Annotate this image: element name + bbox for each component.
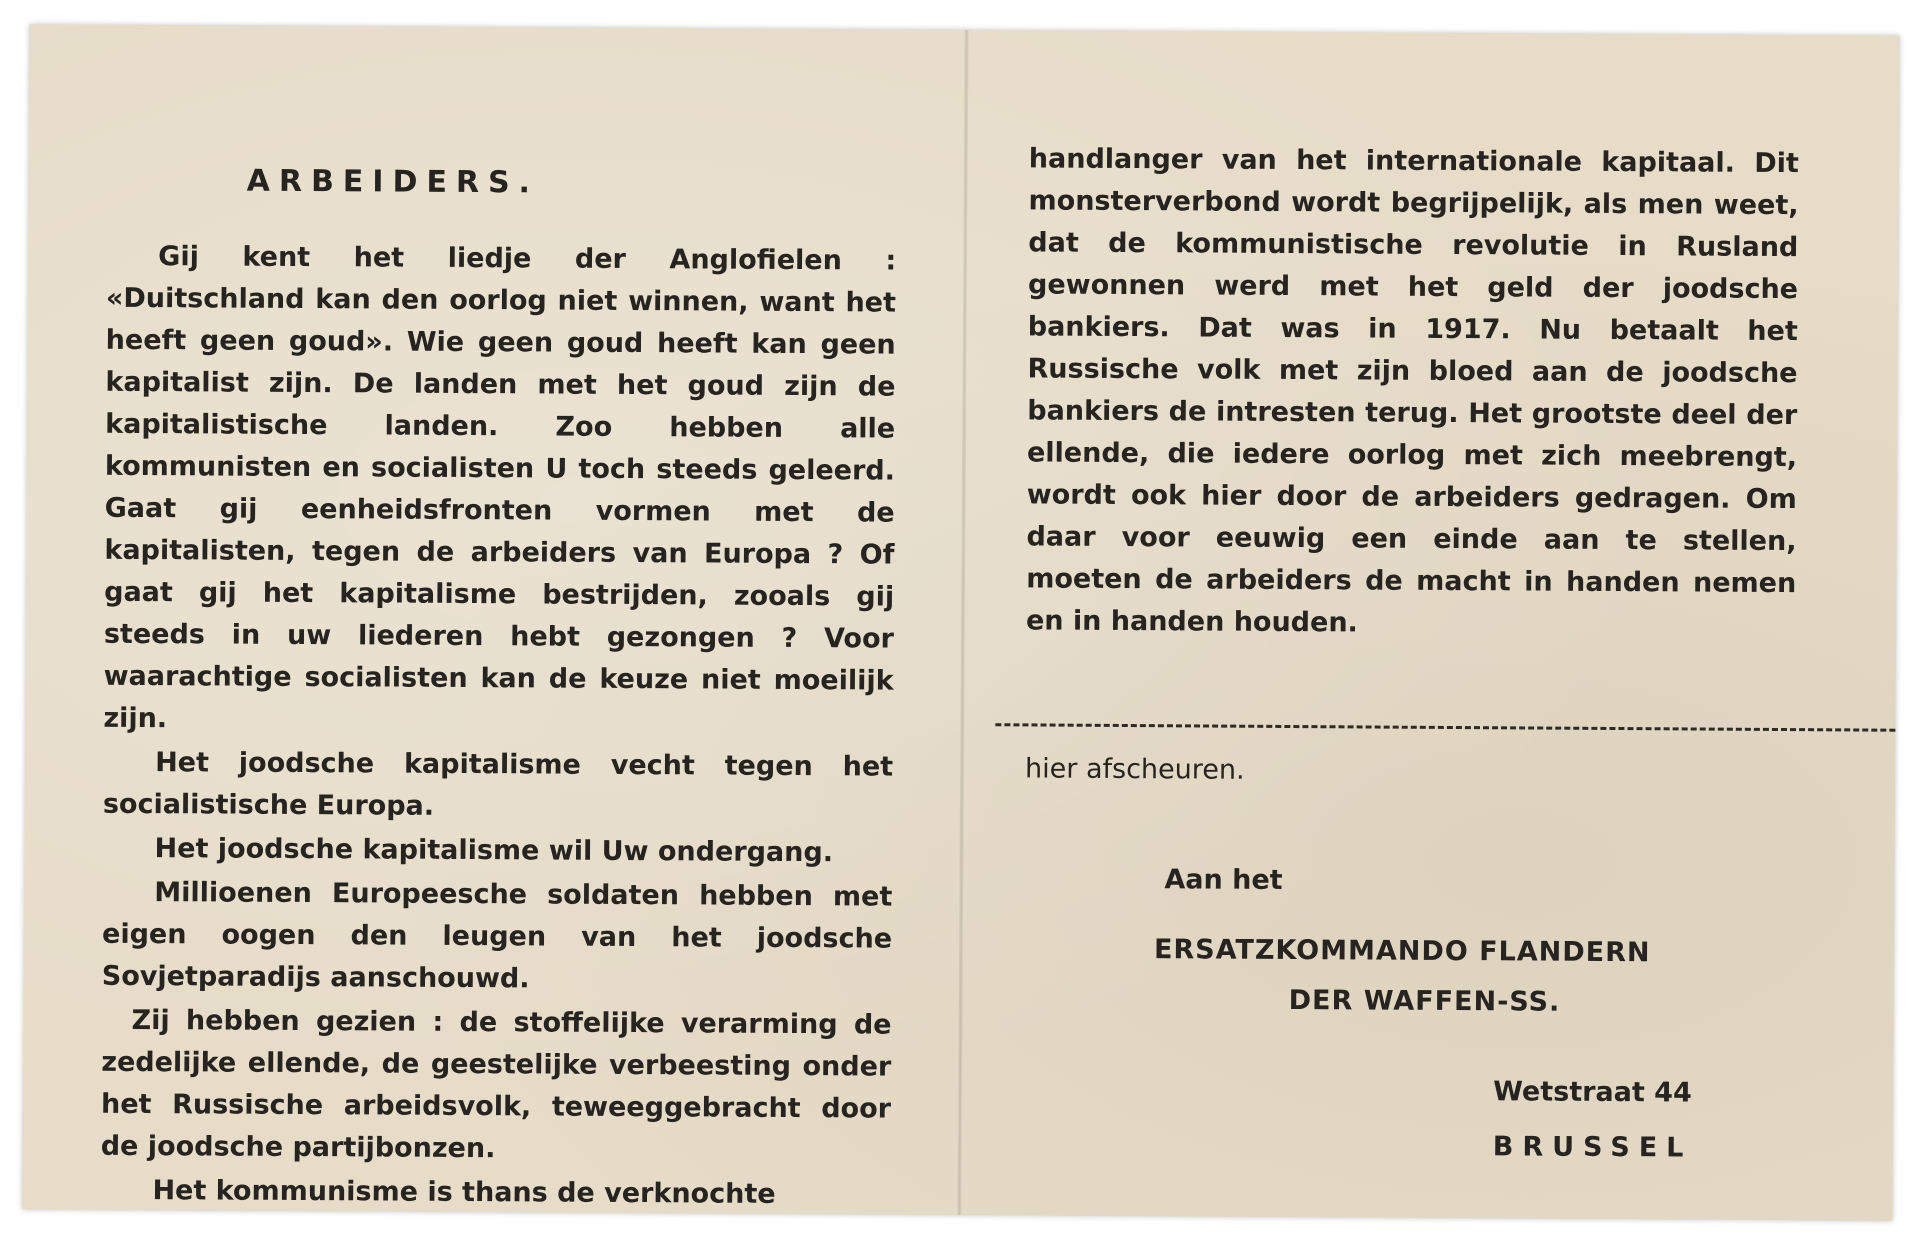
addressee-line: Aan het	[1164, 864, 1283, 896]
tear-off-dashed-line	[995, 723, 1895, 731]
center-fold	[957, 30, 968, 1215]
continuation-paragraph: handlanger van het internationale kapitaal. Dit monsterverbond wordt begrijpelijk, als men weet, dat de kommunistische revolutie in Rusland gewonnen werd met het geld der joodsche bankiers. Dat was in 1917. Nu betaalt het Russische volk met zijn bloed aan de joodsche bankiers de intresten terug. Het grootste deel der ellende, die iedere oorlog met zich meebrengt, wordt ook hier door de arbeiders gedragen. Om daar voor eeuwig een einde aan te stellen, moeten de arbeiders de macht in handen nemen en in handen houden.	[1025, 143, 1799, 639]
right-page	[1013, 138, 1869, 1183]
unit-name-line-1: ERSATZKOMMANDO FLANDERN	[1153, 934, 1651, 969]
leaflet-sheet	[22, 24, 1899, 1220]
city-name: BRUSSEL	[1492, 1131, 1693, 1164]
paragraph-4: Millioenen Europeesche soldaten hebben met eigen oogen den leugen van het joodsche Sovjetparadijs aanschouwd.	[101, 877, 893, 995]
street-address: Wetstraat 44	[1493, 1076, 1692, 1109]
paragraph-6: Het kommunisme is thans de verknochte	[152, 1175, 776, 1210]
left-page	[100, 133, 897, 1210]
paragraph-3: Het joodsche kapitalisme wil Uw ondergang.	[154, 833, 834, 869]
paragraph-5: Zij hebben gezien : de stoffelijke verarming de zedelijke ellende, de geestelijke verbeesting onder het Russische arbeidsvolk, teweeggebracht door de joodsche partijbonzen.	[100, 1004, 892, 1165]
unit-name-line-2: DER WAFFEN-SS.	[1288, 985, 1561, 1018]
tear-off-label: hier afscheuren.	[1025, 753, 1245, 786]
paragraph-1: Gij kent het liedje der Anglofielen : «Duitschland kan den oorlog niet winnen, want het heeft geen goud». Wie geen goud heeft kan geen kapitalist zijn. De landen met het goud zijn de kapitalistische landen. Zoo hebben alle kommunisten en socialisten U toch steeds geleerd. Gaat gij eenheidsfronten vormen met de kapitalisten, tegen de arbeiders van Europa ? Of gaat gij het kapitalisme bestrijden, zooals gij steeds in uw liederen hebt gezongen ? Voor waarachtige socialisten kan de keuze niet moeilijk zijn.	[103, 241, 897, 735]
leaflet-heading: ARBEIDERS.	[246, 163, 540, 201]
paragraph-2: Het joodsche kapitalisme vecht tegen het socialistische Europa.	[102, 747, 894, 822]
